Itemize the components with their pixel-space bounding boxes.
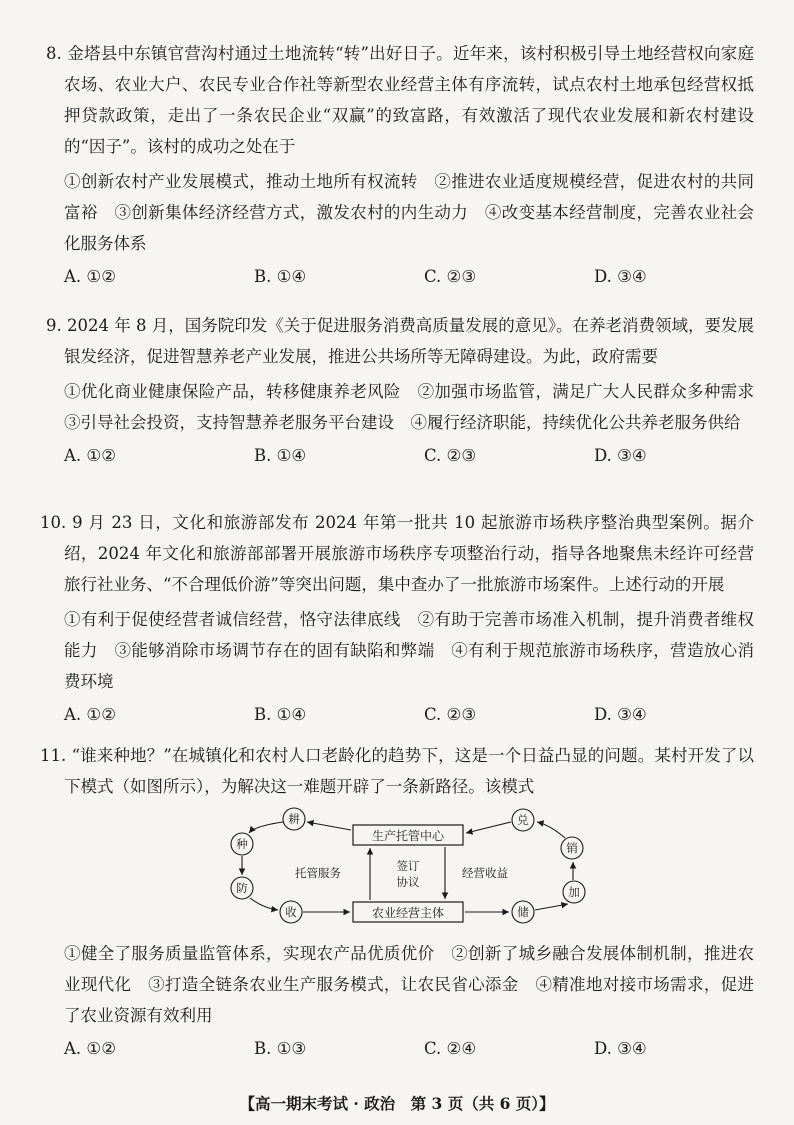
page-footer: 【高一期末考试 · 政治 第 3 页（共 6 页）】 (239, 1094, 555, 1113)
question-10-options (64, 699, 754, 730)
question-8 (46, 38, 754, 292)
question-9-options (64, 440, 754, 471)
q11-option-b[interactable]: B. ①③ (254, 1039, 307, 1058)
q10-option-d[interactable]: D. ③④ (594, 705, 647, 724)
circle-process: 加 (568, 885, 580, 899)
question-9 (46, 310, 771, 471)
question-11-items: ①健全了服务质量监管体系，实现农产品优质优价 ②创新了城乡融合发展体制机制，推进农业现代化 ③打造全链条农业生产服务模式，让农民省心添金 ④精准地对接市场需求，促进了农业资源有效利用 (64, 944, 754, 1025)
q11-option-c[interactable]: C. ②④ (424, 1039, 477, 1058)
circle-plant: 种 (236, 837, 248, 851)
question-11-body (64, 938, 754, 1064)
question-10-items: ①有利于促使经营者诚信经营，恪守法律底线 ②有助于完善市场准入机制，提升消费者维权能力 ③能够消除市场调节存在的固有缺陷和弊端 ④有利于规范旅游市场秩序，营造放心消费环境 (64, 610, 754, 691)
q8-option-b[interactable]: B. ①④ (254, 267, 307, 286)
q9-option-d[interactable]: D. ③④ (594, 446, 647, 465)
hosting-service-label: 托管服务 (295, 866, 341, 880)
question-8-options (64, 261, 754, 292)
q9-option-a[interactable]: A. ①② (64, 446, 116, 465)
question-9-items: ①优化商业健康保险产品，转移健康养老风险 ②加强市场监管，满足广大人民群众多种需求 ③引导社会投资，支持智慧养老服务平台建设 ④履行经济职能，持续优化公共养老服务供给 (64, 382, 771, 432)
circle-sell: 销 (566, 841, 578, 855)
question-8-items: ①创新农村产业发展模式，推动土地所有权流转 ②推进农业适度规模经营，促进农村的共同富裕 ③创新集体经济经营方式，激发农村的内生动力 ④改变基本经营制度，完善农业社会化服务体系 (64, 172, 754, 253)
q9-option-c[interactable]: C. ②③ (424, 446, 477, 465)
question-10-stem: 10. 9 月 23 日，文化和旅游部发布 2024 年第一批共 10 起旅游市场秩序整治典型案例。据介绍，2024 年文化和旅游部部署开展旅游市场秩序专项整治行动，指导各地聚焦未经许可经营旅行社业务、“不合理低价游”等突出问题，集中查办了一批旅游市场案件。上述行动的开展 (40, 513, 754, 594)
q11-option-a[interactable]: A. ①② (64, 1039, 116, 1058)
question-10 (40, 507, 754, 730)
circle-protect: 防 (236, 881, 248, 895)
q8-option-a[interactable]: A. ①② (64, 267, 116, 286)
question-8-stem: 8. 金塔县中东镇官营沟村通过土地流转“转”出好日子。近年来，该村积极引导土地经营权向家庭农场、农业大户、农民专业合作社等新型农业经营主体有序流转，试点农村土地承包经营权抵押贷款政策，走出了一条农民企业“双赢”的致富路，有效激活了现代农业发展和新农村建设的“因子”。该村的成功之处在于 (46, 44, 754, 156)
question-11-stem: 11. “谁来种地？”在城镇化和农村人口老龄化的趋势下，这是一个日益凸显的问题。某村开发了以下模式（如图所示），为解决这一难题开辟了一条新路径。该模式 (40, 746, 754, 796)
operating-income-label: 经营收益 (462, 866, 508, 880)
q8-option-d[interactable]: D. ③④ (594, 267, 647, 286)
q8-option-c[interactable]: C. ②③ (424, 267, 477, 286)
q10-option-b[interactable]: B. ①④ (254, 705, 307, 724)
q11-diagram (225, 800, 595, 930)
production-hosting-center-label: 生产托管中心 (371, 829, 445, 843)
q11-option-d[interactable]: D. ③④ (594, 1039, 647, 1058)
question-9-stem: 9. 2024 年 8 月，国务院印发《关于促进服务消费高质量发展的意见》。在养老消费领域，要发展银发经济，促进智慧养老产业发展，推进公共场所等无障碍建设。为此，政府需要 (46, 316, 754, 366)
q10-option-a[interactable]: A. ①② (64, 705, 116, 724)
circle-store: 储 (517, 905, 529, 919)
question-11 (40, 740, 754, 802)
q9-option-b[interactable]: B. ①④ (254, 446, 307, 465)
question-11-options (64, 1033, 754, 1064)
circle-harvest: 收 (285, 905, 297, 919)
sign-label: 签订 (396, 859, 420, 873)
q10-option-c[interactable]: C. ②③ (424, 705, 477, 724)
agri-operator-label: 农业经营主体 (371, 906, 445, 920)
circle-plow: 耕 (288, 812, 300, 826)
agreement-label: 协议 (396, 875, 420, 889)
circle-cash: 兑 (517, 813, 529, 827)
